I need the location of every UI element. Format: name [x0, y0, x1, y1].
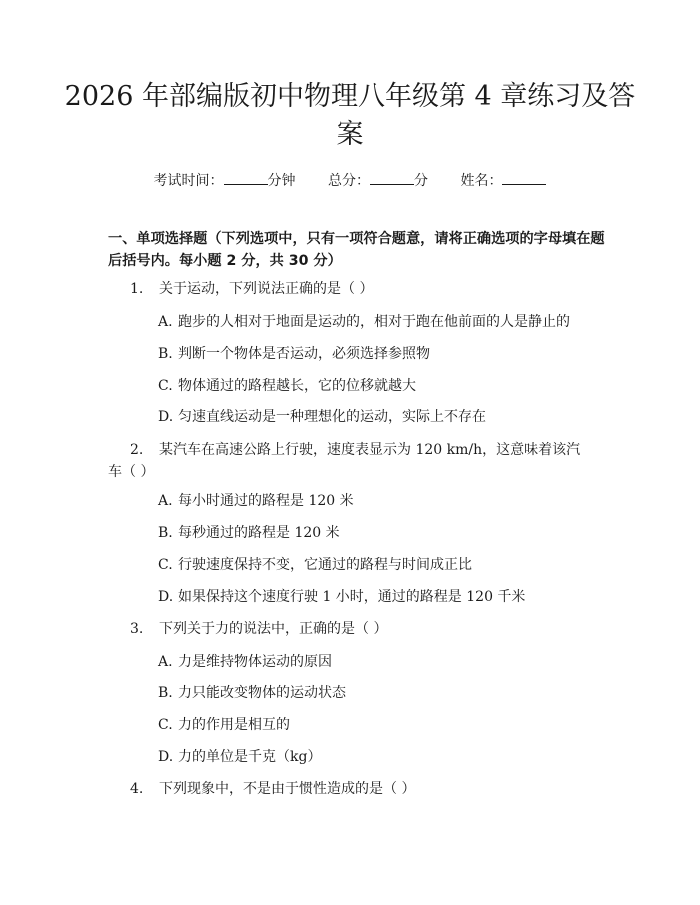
total-score-label: 总分： [328, 173, 370, 189]
option-letter: A. [158, 493, 173, 509]
option-text: 力的单位是千克（kg） [178, 749, 322, 765]
option-text: 物体通过的路程越长，它的位移就越大 [178, 378, 416, 394]
question-3-option-b [158, 682, 346, 704]
option-text: 力是维持物体运动的原因 [178, 654, 332, 670]
section-heading: 一、单项选择题（下列选项中，只有一项符合题意，请将正确选项的字母填在题后括号内。每小题 2 分，共 30 分） [108, 231, 605, 269]
option-text: 力的作用是相互的 [178, 717, 290, 733]
question-number: 1. [130, 281, 144, 297]
question-1-option-c [158, 375, 416, 397]
option-text: 判断一个物体是否运动，必须选择参照物 [178, 346, 430, 362]
student-name-label: 姓名： [460, 173, 503, 189]
question-number: 3. [130, 621, 144, 637]
option-letter: C. [158, 557, 173, 573]
question-text: 某汽车在高速公路上行驶，速度表显示为 120 km/h，这意味着该汽车（ ） [108, 442, 581, 480]
question-number: 4. [130, 781, 144, 797]
question-3-option-c [158, 714, 290, 736]
question-2 [108, 439, 588, 483]
exam-time-unit: 分钟 [267, 173, 296, 189]
question-text: 下列现象中，不是由于惯性造成的是（ ） [159, 781, 416, 797]
question-2-option-a [158, 490, 354, 512]
document-title: 2026 年部编版初中物理八年级第 4 章练习及答案 [64, 81, 636, 150]
option-text: 匀速直线运动是一种理想化的运动，实际上不存在 [178, 409, 486, 425]
total-score [328, 170, 428, 190]
option-letter: B. [158, 346, 173, 362]
student-name-blank [502, 172, 546, 185]
option-letter: B. [158, 685, 173, 701]
option-letter: D. [158, 409, 174, 425]
option-letter: C. [158, 378, 173, 394]
question-1-option-b [158, 343, 430, 365]
option-letter: D. [158, 589, 174, 605]
exam-time [154, 170, 296, 190]
question-1-option-a [158, 311, 570, 333]
option-text: 每秒通过的路程是 120 米 [178, 525, 340, 541]
question-4 [130, 778, 415, 800]
total-score-blank [370, 172, 414, 185]
question-1 [130, 278, 373, 300]
student-name [460, 170, 546, 190]
question-3-option-d [158, 746, 321, 768]
option-text: 如果保持这个速度行驶 1 小时，通过的路程是 120 千米 [178, 589, 526, 605]
option-letter: A. [158, 314, 173, 330]
option-letter: A. [158, 654, 173, 670]
question-text: 下列关于力的说法中，正确的是（ ） [159, 621, 388, 637]
option-text: 行驶速度保持不变，它通过的路程与时间成正比 [178, 557, 472, 573]
option-letter: D. [158, 749, 174, 765]
option-letter: C. [158, 717, 173, 733]
exam-time-blank [224, 172, 268, 185]
question-3-option-a [158, 651, 332, 673]
question-text: 关于运动，下列说法正确的是（ ） [159, 281, 374, 297]
option-letter: B. [158, 525, 173, 541]
option-text: 每小时通过的路程是 120 米 [178, 493, 354, 509]
option-text: 跑步的人相对于地面是运动的，相对于跑在他前面的人是静止的 [178, 314, 570, 330]
question-2-option-d [158, 586, 525, 608]
total-score-unit: 分 [414, 173, 428, 189]
question-1-option-d [158, 406, 486, 428]
exam-time-label: 考试时间： [153, 173, 224, 189]
question-number: 2. [130, 442, 144, 458]
exam-info [0, 170, 700, 190]
question-2-option-b [158, 522, 340, 544]
question-2-option-c [158, 554, 472, 576]
option-text: 力只能改变物体的运动状态 [178, 685, 346, 701]
question-3 [130, 618, 387, 640]
